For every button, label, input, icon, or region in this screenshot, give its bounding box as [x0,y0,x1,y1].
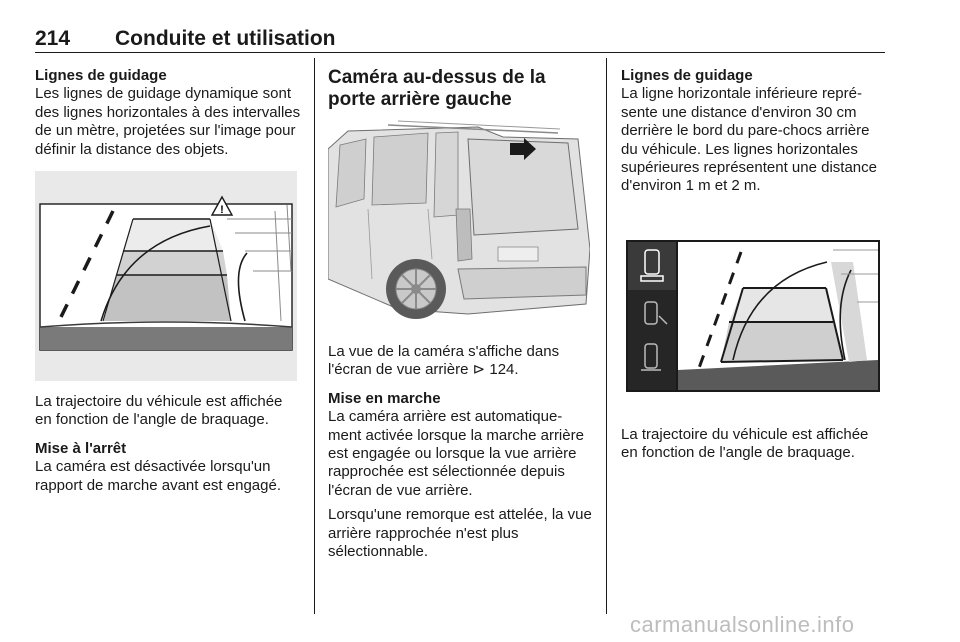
van-illustration [328,119,590,329]
section-heading-activation: Mise en marche [328,389,441,407]
paragraph-distance-lines: La ligne horizontale inférieure repré-sente une distance d'environ 30 cm derrière le bord du pare-chocs arrière du véhicule. Les lignes horizontales supérieures représentent une distance d'environ 1 m et 2 m. [621,85,877,195]
column-right [621,67,887,463]
column-divider-2 [606,58,607,614]
paragraph-trailer: Lorsqu'une remorque est attelée, la vue arrière rapprochée n'est plus sélectionnable. [328,506,592,561]
paragraph-camera-view: La vue de la caméra s'affiche dans l'écran de vue arrière ⊳ 124. [328,343,560,379]
watermark: carmanualsonline.info [630,612,855,637]
guidelines-illustration [35,171,297,381]
paragraph-guidelines: Les lignes de guidage dynamique sont des lignes horizontales à des intervalles de un mètre, projetées sur l'image pour définir la distance des objets. [35,85,301,158]
section-heading-guidelines-2: Lignes de guidage [621,67,753,84]
page-reference-icon: ⊳ [472,361,486,379]
paragraph-trajectory-left: La trajectoire du véhicule est affichée en fonction de l'angle de braquage. [35,393,283,429]
van-rear-camera-image [328,119,590,329]
section-title-camera: Caméra au-dessus de la porte arrière gauche [328,67,546,110]
column-divider-1 [314,58,315,614]
guidelines-diagram [35,171,297,381]
page-number: 214 [35,27,71,50]
column-middle [328,67,594,561]
column-left [35,67,301,495]
display-illustration [621,210,883,414]
section-heading-shutdown: Mise à l'arrêt [35,439,127,457]
paragraph-trajectory-right: La trajectoire du véhicule est affichée en fonction de l'angle de braquage. [621,425,869,462]
rear-view-display-screen [621,210,883,414]
page-header [35,27,885,53]
page-reference: 124. [489,361,519,379]
chapter-title: Conduite et utilisation [115,27,336,50]
svg-text:!: ! [220,204,224,217]
paragraph-activation: La caméra arrière est automatique-ment activée lorsque la marche arrière est engagée ou lorsque la vue arrière rapprochée est sélectionnée depuis l'écran de vue arrière. [328,408,584,499]
header-rule [35,52,885,53]
paragraph-shutdown: La caméra est désactivée lorsqu'un rapport de marche avant est engagé. [35,458,281,494]
section-heading-guidelines: Lignes de guidage [35,67,167,84]
